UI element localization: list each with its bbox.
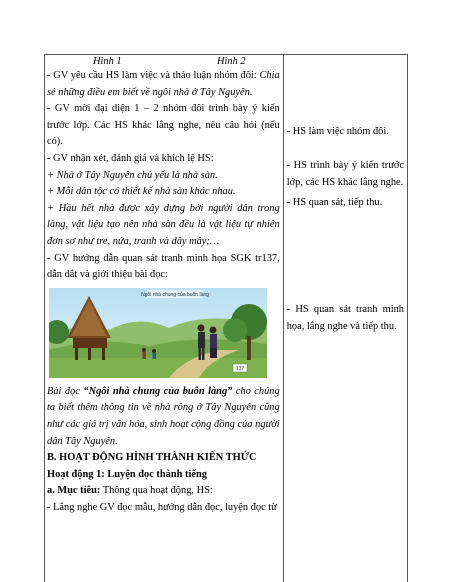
activity-1-heading: Hoạt động 1: Luyện đọc thành tiếng [47, 468, 207, 480]
bullet-stilt-house: + Nhà ở Tây Nguyên chủ yếu là nhà sàn. [47, 169, 218, 181]
figure-captions [47, 55, 280, 68]
student-response-1: - HS làm việc nhóm đôi. [286, 126, 389, 137]
bullet-design: + Mỗi dân tộc có thiết kế nhà sàn khác nhau. [47, 186, 236, 198]
reading-intro-a: Bài đọc [47, 385, 84, 397]
paragraph-task [47, 68, 280, 101]
student-response-4: - HS quan sát tranh minh họa, lắng nghe và tiếp thu. [286, 304, 404, 332]
lesson-table [44, 54, 408, 582]
illustration-sign: Ngôi nhà chung của buôn làng [141, 291, 209, 298]
caption-figure-1: Hình 1 [93, 56, 122, 67]
bullet-materials: + Hầu hết nhà được xây dựng bởi người dân trong làng, vật liệu tạo nên nhà sàn đều là vật liệu tự nhiên đơn sơ như tre, nứa, tranh và dây mây;… [47, 202, 280, 247]
student-response-3: - HS quan sát, tiếp thu. [286, 197, 383, 208]
paragraph-guide: - GV hướng dẫn quan sát tranh minh họa SGK tr137, dẫn dắt và giới thiệu bài đọc: [47, 252, 280, 281]
reading-title: “Ngôi nhà chung của buôn làng” [83, 385, 233, 397]
student-activities-column [284, 55, 407, 582]
goal-label: a. Mục tiêu: [47, 485, 101, 497]
paragraph-invite: - GV mời đại diện 1 – 2 nhóm đôi trình bày ý kiến trước lớp. Các HS khác lắng nghe, nêu câu hỏi (nếu có). [47, 103, 280, 148]
paragraph-reading-intro [47, 384, 280, 450]
textbook-illustration [49, 288, 267, 378]
student-response-2: - HS trình bày ý kiến trước lớp, các HS khác lắng nghe. [286, 160, 404, 188]
goal-item: - Lắng nghe GV đọc mẫu, hướng dẫn đọc, luyện đọc từ [47, 501, 277, 513]
section-b-heading: B. HOẠT ĐỘNG HÌNH THÀNH KIẾN THỨC [47, 452, 257, 464]
caption-figure-2: Hình 2 [217, 56, 246, 67]
task-question: Chia sẻ những điều em biết về ngôi nhà ở Tây Nguyên. [47, 70, 280, 98]
illustration-page-number: 137 [235, 365, 245, 372]
task-text: - GV yêu cầu HS làm việc và thảo luận nhóm đôi: [47, 70, 260, 81]
reading-intro-c: cho chúng ta biết thêm thông tin về nhà rông ở Tây Nguyên cũng như các giá trị văn hóa, sinh hoạt cộng đồng của người dân Tây Nguyên. [47, 385, 280, 447]
goal-line [47, 483, 280, 500]
paragraph-feedback: - GV nhận xét, đánh giá và khích lệ HS: [47, 152, 214, 164]
goal-text: Thông qua hoạt động, HS: [100, 485, 213, 497]
teacher-activities-column [45, 55, 284, 582]
